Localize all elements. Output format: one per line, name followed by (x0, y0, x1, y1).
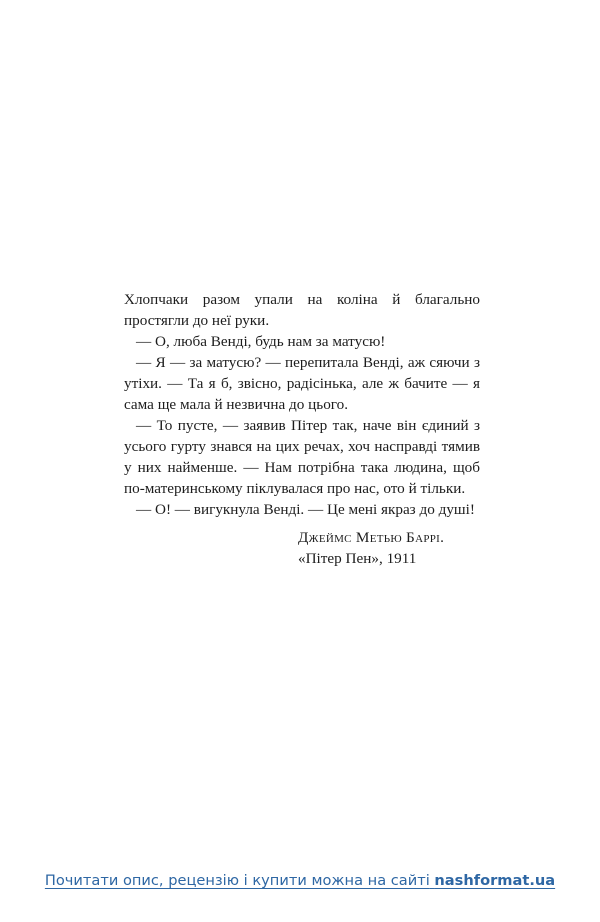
attribution-source: «Пітер Пен», 1911 (298, 550, 417, 567)
epigraph-paragraph: — То пусте, — заявив Пітер так, наче він єдиний з усього гурту знався на цих речах, хоч насправді тямив у них найменше. — Нам потрібна така людина, щоб по-материнському піклувалася про нас, ото й тільки. (124, 417, 480, 497)
epigraph-attribution (298, 527, 444, 569)
store-link-text[interactable]: Почитати опис, рецензію і купити можна на сайті (44, 872, 430, 889)
epigraph-paragraph: — О! — вигукнула Венді. — Це мені якраз до душі! (136, 501, 475, 518)
store-link[interactable] (0, 872, 600, 889)
attribution-author: Джеймс Метью Баррі. (298, 529, 445, 546)
epigraph-paragraph: — Я — за матусю? — перепитала Венді, аж сяючи з утіхи. — Та я б, звісно, радісінька, але ж бачите — я сама ще мала й незвична до цього. (124, 354, 480, 413)
store-link-site[interactable]: nashformat.ua (434, 872, 556, 889)
epigraph-text (124, 289, 480, 520)
epigraph-paragraph: — О, люба Венді, будь нам за матусю! (136, 333, 386, 350)
epigraph-paragraph: Хлопчаки разом упали на коліна й благально простягли до неї руки. (124, 291, 480, 329)
